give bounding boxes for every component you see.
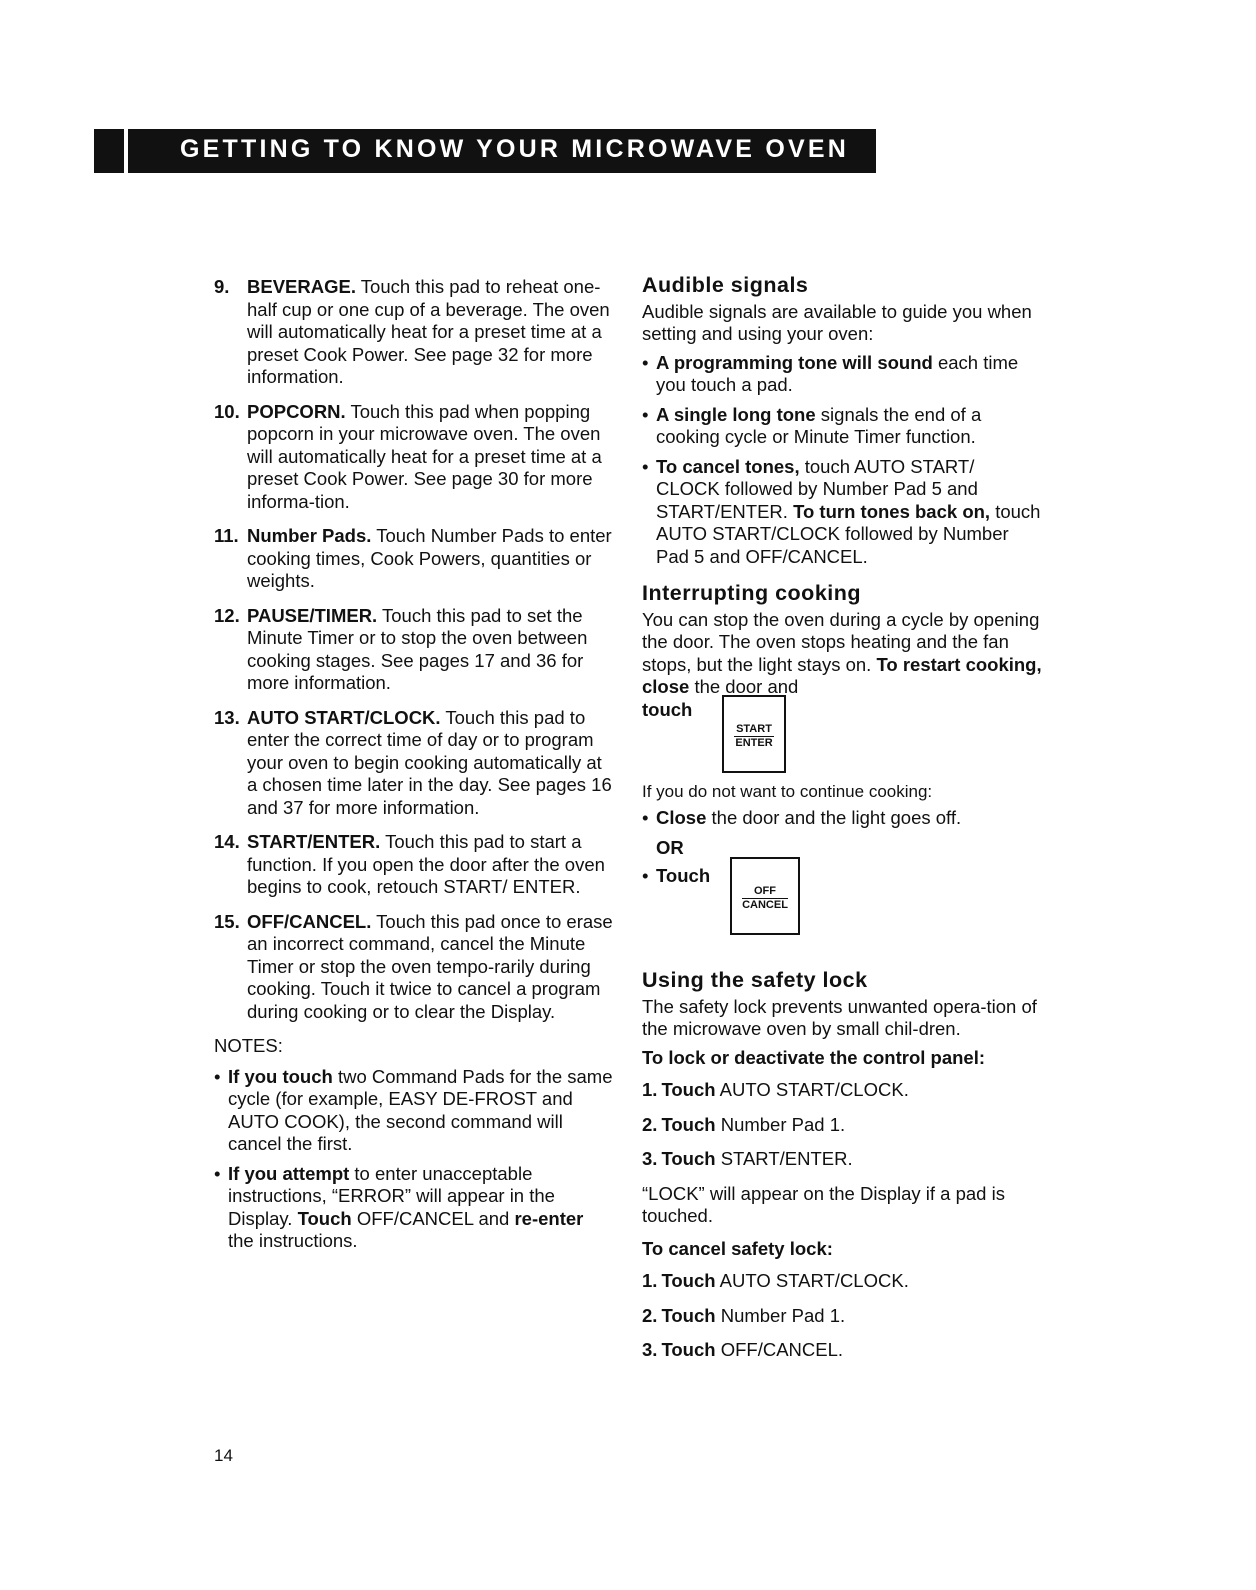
list-item: 10. POPCORN. Touch this pad when popping popcorn in your microwave oven. The oven will automatically heat for a preset time at a preset Cook Power. See page 30 for more informa-tion. <box>214 400 602 512</box>
safety-lock-heading: Using the safety lock <box>642 968 868 992</box>
interrupting-text: You can stop the oven during a cycle by opening the door. The oven stops heating and the fan stops, but the light stays on. To restart cooking, close the door and <box>642 608 1042 697</box>
audible-bullet: • To cancel tones, touch AUTO START/ CLOCK followed by Number Pad 5 and START/ENTER. To turn tones back on, touch AUTO START/CLOCK followed by Number Pad 5 and OFF/CANCEL. <box>642 456 1042 569</box>
interrupting-cooking-heading: Interrupting cooking <box>642 581 862 605</box>
lock-note: “LOCK” will appear on the Display if a pad is touched. <box>642 1182 1005 1226</box>
cancel-step: 3. Touch OFF/CANCEL. <box>642 1339 844 1360</box>
notes-title: NOTES: <box>214 1035 283 1056</box>
close-door-bullet: • Close the door and the light goes off. <box>642 807 1042 830</box>
list-item: 15. OFF/CANCEL. Touch this pad once to erase an incorrect command, cancel the Minute Timer or stop the oven tempo-rarily during cooking. Touch it twice to cancel a program during cooking or to clear the Display. <box>214 910 613 1022</box>
list-item: 9. BEVERAGE. Touch this pad to reheat one-half cup or one cup of a beverage. The oven will automatically heat for a preset time at a preset Cook Power. See page 32 for more information. <box>214 276 610 387</box>
cancel-step: 1. Touch AUTO START/CLOCK. <box>642 1270 909 1291</box>
audible-bullet: • A single long tone signals the end of a cooking cycle or Minute Timer function. <box>642 404 1042 449</box>
touch-start-row: touch START ENTER <box>642 699 1042 781</box>
audible-bullet: • A programming tone will sound each time you touch a pad. <box>642 352 1042 397</box>
right-column <box>642 274 1042 1374</box>
list-item: 14. START/ENTER. Touch this pad to start a function. If you open the door after the oven begins to cook, retouch START/ ENTER. <box>214 831 605 897</box>
or-label: OR <box>656 836 684 858</box>
page-number: 14 <box>214 1446 233 1465</box>
lock-step: 1. Touch AUTO START/CLOCK. <box>642 1079 909 1100</box>
cancel-title: To cancel safety lock: <box>642 1237 833 1259</box>
list-item: 13. AUTO START/CLOCK. Touch this pad to enter the correct time of day or to program your oven to begin cooking automatically at a chosen time later in the day. See pages 16 and 37 for more information. <box>214 706 612 818</box>
cancel-step: 2. Touch Number Pad 1. <box>642 1304 846 1326</box>
lock-step: 2. Touch Number Pad 1. <box>642 1113 846 1135</box>
off-cancel-pad-icon: OFF CANCEL <box>730 857 800 935</box>
note-bullet: • If you touch two Command Pads for the same cycle (for example, EASY DE-FROST and AUTO COOK), the second command will cancel the first. <box>214 1066 614 1156</box>
audible-intro: Audible signals are available to guide you when setting and using your oven: <box>642 300 1032 344</box>
left-column <box>214 276 614 1260</box>
touch-off-row: • Touch OFF CANCEL <box>642 865 1042 961</box>
section-title: GETTING TO KNOW YOUR MICROWAVE OVEN <box>180 135 849 163</box>
start-enter-pad-icon: START ENTER <box>722 695 786 773</box>
list-item: 12. PAUSE/TIMER. Touch this pad to set the Minute Timer or to stop the oven between cooking stages. See pages 17 and 36 for more information. <box>214 604 588 693</box>
list-item: 11. Number Pads. Touch Number Pads to enter cooking times, Cook Powers, quantities or weights. <box>214 525 612 591</box>
safety-intro: The safety lock prevents unwanted opera-tion of the microwave oven by small chil-dren. <box>642 995 1037 1039</box>
note-bullet: • If you attempt to enter unacceptable instructions, “ERROR” will appear in the Display. Touch OFF/CANCEL and re-enter the instructions. <box>214 1163 614 1253</box>
section-header-bar <box>94 129 876 173</box>
no-continue-text: If you do not want to continue cooking: <box>642 781 933 801</box>
header-bar-divider <box>124 129 128 173</box>
lock-title: To lock or deactivate the control panel: <box>642 1046 985 1068</box>
lock-step: 3. Touch START/ENTER. <box>642 1148 853 1169</box>
audible-signals-heading: Audible signals <box>642 273 809 297</box>
